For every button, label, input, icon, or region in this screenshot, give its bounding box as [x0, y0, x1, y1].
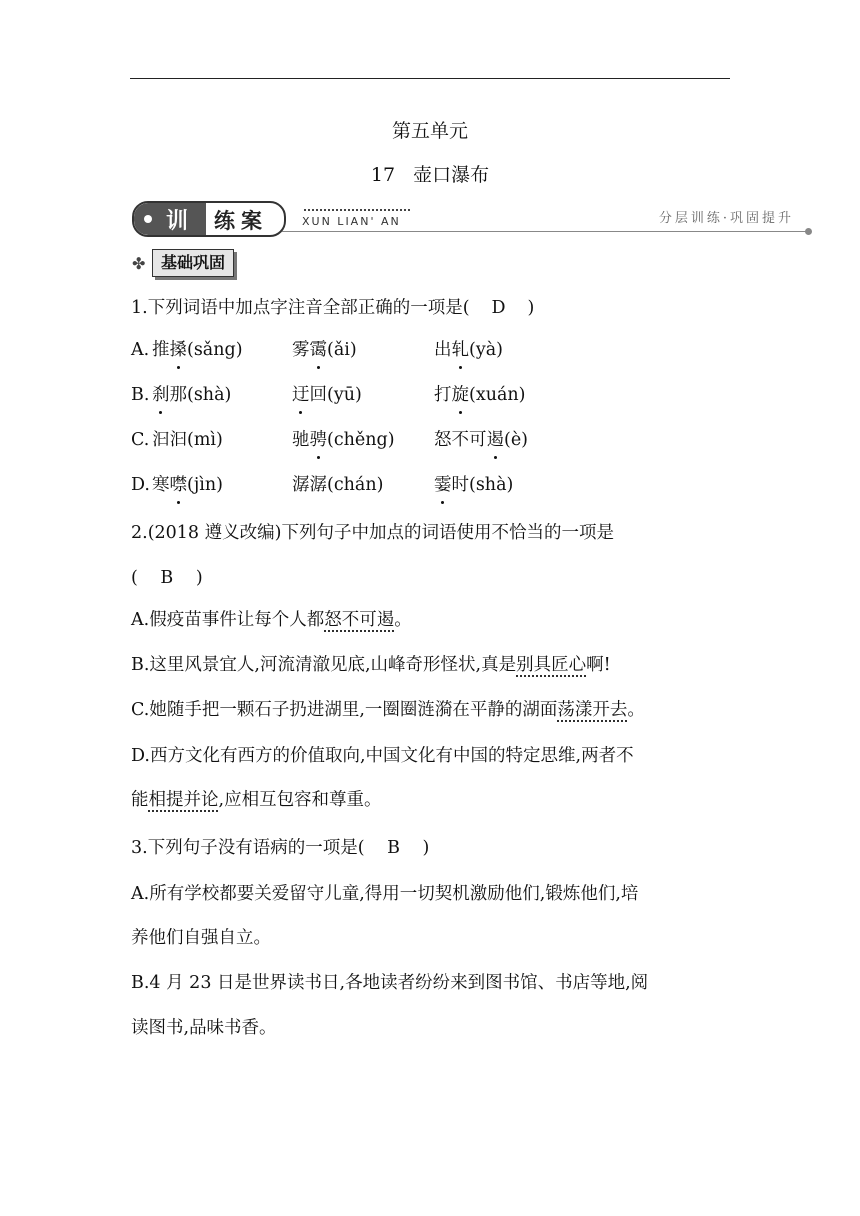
unit-title: 第五单元: [391, 120, 468, 142]
dotted-phrase: 别具匠心: [516, 655, 587, 675]
q2-stem: 2.(2018 遵义改编)下列句子中加点的词语使用不恰当的一项是: [131, 523, 614, 543]
dotted-phrase: 相提并论: [148, 790, 219, 810]
q3-option-b-line2: 读图书,品味书香。: [131, 1018, 277, 1038]
bullet-icon: [144, 215, 152, 223]
q2-option-a: A.假疫苗事件让每个人都怒不可遏。: [131, 610, 412, 630]
q1-c-item3: 怒不可遏(è): [434, 430, 529, 450]
section-title: 基础巩固: [152, 249, 234, 277]
q3-answer: B: [387, 838, 400, 858]
q3-option-a-line2: 养他们自强自立。: [131, 928, 271, 948]
q1-b-item2: 迂回(yū): [292, 385, 362, 405]
q1-b-item3: 打旋(xuán): [434, 385, 526, 405]
dotted-rule: [304, 209, 410, 211]
clover-icon: ✤: [132, 254, 146, 273]
q1-d-item3: 霎时(shà): [434, 475, 514, 495]
q1-c-item2: 驰骋(chěng): [292, 430, 395, 450]
q1-a-item2: 雾霭(ǎi): [292, 340, 357, 360]
banner-char: 训: [166, 208, 189, 234]
q1-c-item1: 汩汩(mì): [152, 430, 223, 450]
q3-option-a-line1: A.所有学校都要关爱留守儿童,得用一切契机激励他们,锻炼他们,培: [131, 884, 639, 904]
q1-a-item3: 出轧(yà): [434, 340, 503, 360]
q1-b-item1: 刹那(shà): [152, 385, 232, 405]
q1-answer: D: [491, 298, 506, 318]
training-banner: [132, 201, 812, 237]
banner-pinyin: XUN LIAN' AN: [302, 215, 401, 228]
q2-option-c: C.她随手把一颗石子扔进湖里,一圈圈涟漪在平静的湖面荡漾开去。: [131, 700, 645, 720]
q1-a-item1: 推搡(sǎng): [152, 340, 243, 360]
q2-answer-line: ( B ): [131, 568, 203, 588]
q3-stem: 3.下列句子没有语病的一项是( B ): [131, 838, 430, 858]
q2-option-b: B.这里风景宜人,河流清澈见底,山峰奇形怪状,真是别具匠心啊!: [131, 655, 611, 675]
q3-option-b-line1: B.4 月 23 日是世界读书日,各地读者纷纷来到图书馆、书店等地,阅: [131, 973, 649, 993]
lesson-title: [0, 160, 860, 187]
banner-end-dot: [805, 228, 812, 235]
q1-d-item2: 潺潺(chán): [292, 475, 384, 495]
banner-label: 练案: [214, 208, 268, 233]
q2-option-d-line2: 能相提并论,应相互包容和尊重。: [131, 790, 382, 810]
q2-answer: B: [160, 568, 174, 588]
dotted-phrase: 荡漾开去: [557, 700, 628, 720]
banner-rule: [282, 231, 808, 232]
banner-slogan: 分层训练·巩固提升: [658, 211, 794, 226]
lesson-number: 17: [370, 164, 396, 186]
q1-stem: 1.下列词语中加点字注音全部正确的一项是( D ): [131, 298, 535, 318]
lesson-name: 壶口瀑布: [413, 164, 490, 186]
top-rule: [130, 78, 730, 79]
q1-d-item1: 寒噤(jìn): [152, 475, 223, 495]
q2-option-d-line1: D.西方文化有西方的价值取向,中国文化有中国的特定思维,两者不: [131, 746, 634, 766]
banner-pill: [132, 201, 286, 237]
dotted-phrase: 怒不可遏: [324, 610, 395, 630]
